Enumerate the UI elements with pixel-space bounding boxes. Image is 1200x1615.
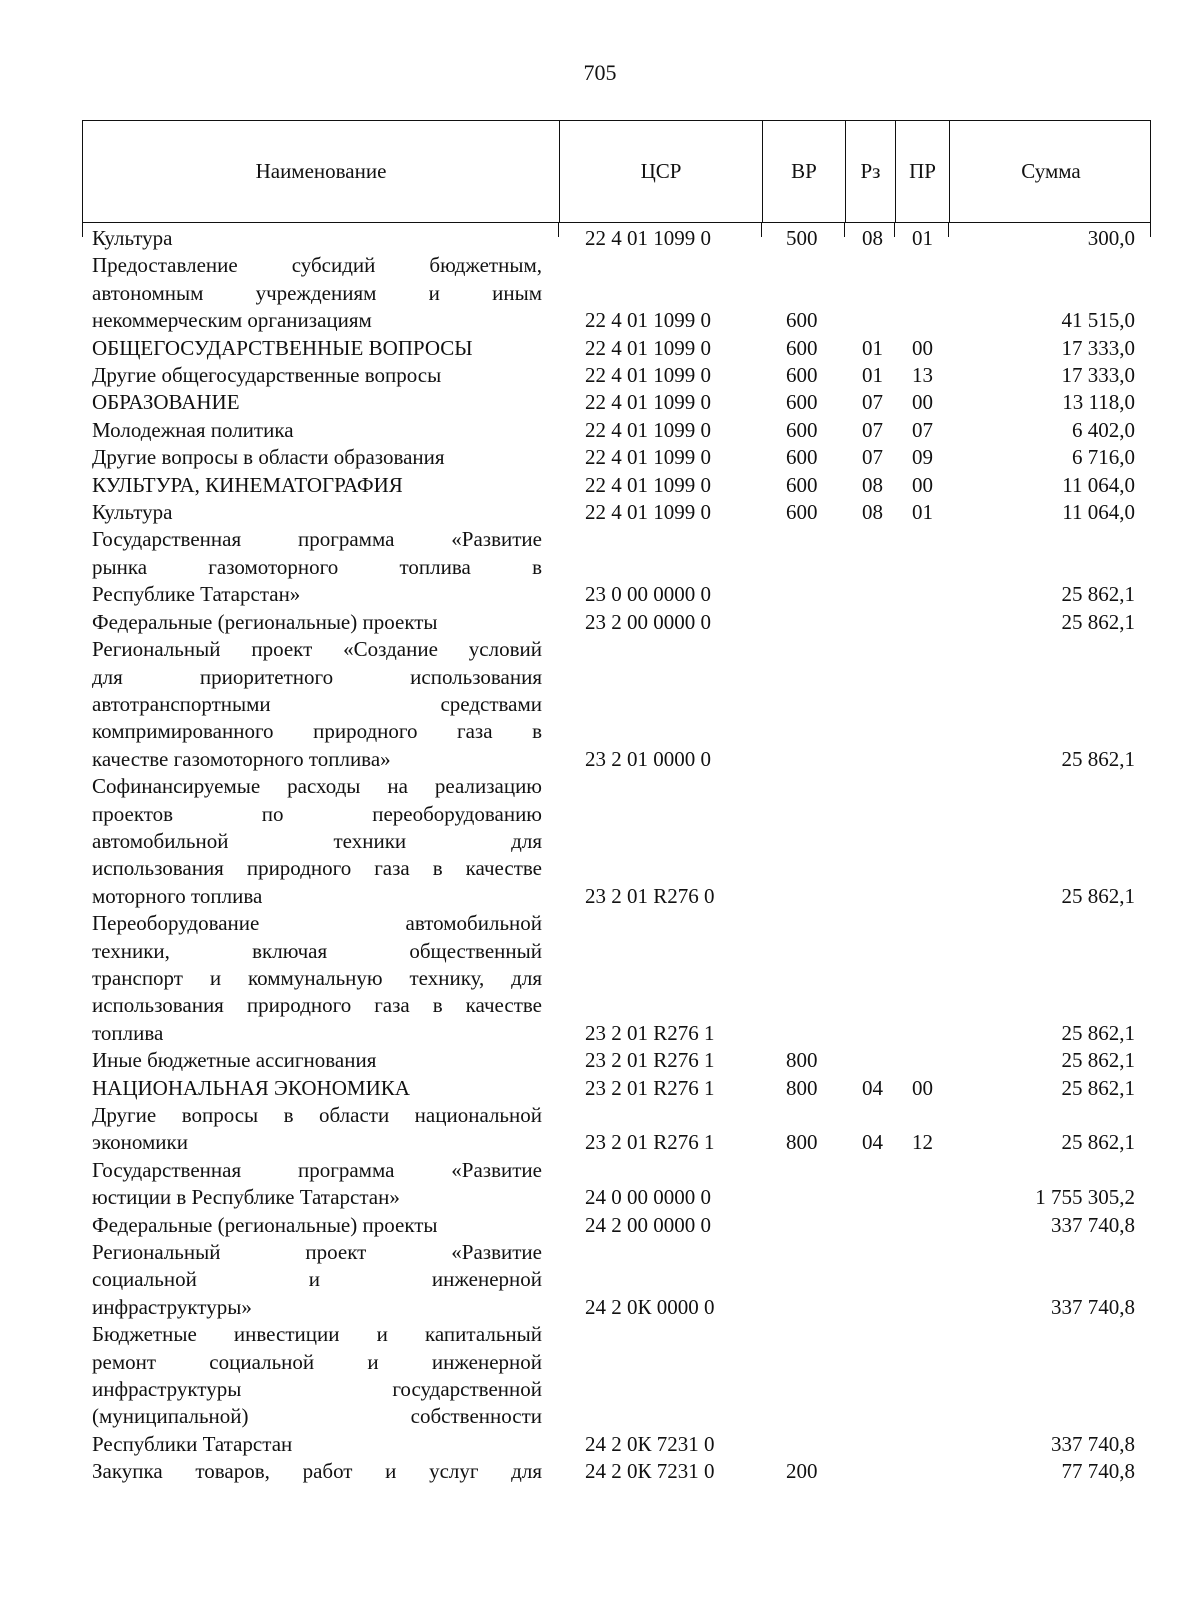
row-name-line: Закупка товаров, работ и услуг для	[92, 1459, 542, 1484]
row-name-line: рынка газомоторного топлива в	[92, 554, 542, 579]
table-row	[0, 225, 1200, 252]
table-row	[0, 389, 1200, 416]
row-name	[92, 1157, 542, 1212]
row-name-line: техники, включая общественный	[92, 938, 542, 963]
row-name-line: качестве газомоторного топлива»	[92, 746, 391, 771]
table-row	[0, 1239, 1200, 1321]
table-row	[0, 499, 1200, 526]
row-name	[92, 335, 542, 362]
row-name-line: Федеральные (региональные) проекты	[92, 609, 438, 634]
table-row	[0, 1157, 1200, 1212]
row-vr: 600	[786, 335, 818, 360]
row-rz: 08	[862, 500, 883, 525]
row-sum: 300,0	[1087, 226, 1135, 250]
row-name-line: юстиции в Республике Татарстан»	[92, 1185, 400, 1210]
row-vr: 500	[786, 226, 818, 250]
row-name	[92, 1075, 542, 1102]
row-sum: 6 716,0	[1072, 445, 1135, 470]
row-csr: 23 0 00 0000 0	[585, 582, 711, 607]
row-pr: 00	[912, 1075, 933, 1100]
row-sum: 25 862,1	[1061, 883, 1135, 908]
row-name	[92, 362, 542, 389]
row-vr: 600	[786, 500, 818, 525]
row-vr: 600	[786, 308, 818, 333]
row-sum: 17 333,0	[1061, 363, 1135, 388]
row-vr: 600	[786, 472, 818, 497]
header-name: Наименование	[255, 159, 387, 183]
row-csr: 22 4 01 1099 0	[585, 226, 711, 250]
row-name	[92, 225, 542, 252]
row-csr: 24 2 0К 0000 0	[585, 1294, 715, 1319]
row-vr: 600	[786, 390, 818, 415]
row-name-line: моторного топлива	[92, 883, 263, 908]
table-row	[0, 1212, 1200, 1239]
row-name-line: Молодежная политика	[92, 417, 294, 442]
table-row	[0, 1321, 1200, 1458]
row-csr: 23 2 01 R276 1	[585, 1075, 715, 1100]
row-csr: 23 2 01 R276 1	[585, 1020, 715, 1045]
row-pr: 00	[912, 472, 933, 497]
row-name-line: использования природного газа в качестве	[92, 993, 542, 1018]
table-row	[0, 1047, 1200, 1074]
row-name-line: ремонт социальной и инженерной	[92, 1349, 542, 1374]
row-csr: 22 4 01 1099 0	[585, 472, 711, 497]
row-pr: 13	[912, 363, 933, 388]
row-csr: 22 4 01 1099 0	[585, 335, 711, 360]
header-rz: Рз	[845, 121, 895, 222]
table-row	[0, 910, 1200, 1047]
row-name-line: КУЛЬТУРА, КИНЕМАТОГРАФИЯ	[92, 472, 403, 497]
row-name	[92, 1047, 542, 1074]
row-name	[92, 1239, 542, 1321]
row-pr: 01	[912, 226, 933, 250]
row-sum: 337 740,8	[1051, 1431, 1135, 1456]
row-name-line: Федеральные (региональные) проекты	[92, 1212, 438, 1237]
row-name-line: Региональный проект «Создание условий	[92, 637, 542, 662]
table-row	[0, 773, 1200, 910]
row-csr: 22 4 01 1099 0	[585, 308, 711, 333]
row-sum: 11 064,0	[1062, 500, 1135, 525]
row-sum: 25 862,1	[1061, 746, 1135, 771]
row-name-line: автотранспортными средствами	[92, 691, 542, 716]
row-name-line: транспорт и коммунальную технику, для	[92, 965, 542, 990]
row-sum: 25 862,1	[1061, 1020, 1135, 1045]
row-name-line: Культура	[92, 226, 173, 250]
page-number: 705	[583, 60, 617, 85]
table-row	[0, 252, 1200, 334]
row-pr: 09	[912, 445, 933, 470]
row-name-line: Региональный проект «Развитие	[92, 1240, 542, 1265]
table-row	[0, 362, 1200, 389]
row-name	[92, 773, 542, 910]
table-row	[0, 1075, 1200, 1102]
row-name-line: инфраструктуры государственной	[92, 1377, 542, 1402]
row-csr: 23 2 01 0000 0	[585, 746, 711, 771]
row-vr: 800	[786, 1048, 818, 1073]
row-rz: 07	[862, 445, 883, 470]
header-vr: ВР	[762, 121, 845, 222]
row-name	[92, 472, 542, 499]
row-pr: 07	[912, 417, 933, 442]
row-name-line: Предоставление субсидий бюджетным,	[92, 253, 542, 278]
row-rz: 04	[862, 1075, 883, 1100]
row-csr: 24 2 0К 7231 0	[585, 1459, 715, 1484]
row-pr: 00	[912, 335, 933, 360]
row-csr: 22 4 01 1099 0	[585, 390, 711, 415]
row-name	[92, 499, 542, 526]
table-row	[0, 1102, 1200, 1157]
row-csr: 22 4 01 1099 0	[585, 417, 711, 442]
row-name-line: проектов по переоборудованию	[92, 801, 542, 826]
row-sum: 17 333,0	[1061, 335, 1135, 360]
row-csr: 22 4 01 1099 0	[585, 500, 711, 525]
row-name-line: инфраструктуры»	[92, 1294, 252, 1319]
row-name-line: Другие вопросы в области образования	[92, 445, 445, 470]
row-sum: 41 515,0	[1061, 308, 1135, 333]
row-name	[92, 526, 542, 608]
row-name-line: ОБЩЕГОСУДАРСТВЕННЫЕ ВОПРОСЫ	[92, 335, 473, 360]
row-rz: 01	[862, 363, 883, 388]
row-name-line: компримированного природного газа в	[92, 719, 542, 744]
row-pr: 00	[912, 390, 933, 415]
row-vr: 800	[786, 1075, 818, 1100]
row-csr: 23 2 01 R276 0	[585, 883, 715, 908]
row-name	[92, 444, 542, 471]
row-name	[92, 1458, 542, 1485]
row-name	[92, 1102, 542, 1157]
row-vr: 800	[786, 1130, 818, 1155]
row-name-line: социальной и инженерной	[92, 1267, 542, 1292]
row-sum: 337 740,8	[1051, 1212, 1135, 1237]
row-name-line: для приоритетного использования	[92, 664, 542, 689]
row-rz: 04	[862, 1130, 883, 1155]
row-name	[92, 1212, 542, 1239]
table-row	[0, 444, 1200, 471]
row-csr: 24 2 00 0000 0	[585, 1212, 711, 1237]
table-row	[0, 417, 1200, 444]
row-name-line: Софинансируемые расходы на реализацию	[92, 774, 542, 799]
row-csr: 24 0 00 0000 0	[585, 1185, 711, 1210]
table-row	[0, 526, 1200, 608]
row-csr: 24 2 0К 7231 0	[585, 1431, 715, 1456]
row-name-line: ОБРАЗОВАНИЕ	[92, 390, 240, 415]
row-name	[92, 910, 542, 1047]
header-csr: ЦСР	[559, 121, 762, 222]
table-row	[0, 472, 1200, 499]
row-sum: 11 064,0	[1062, 472, 1135, 497]
table-row	[0, 636, 1200, 773]
row-name-line: автомобильной техники для	[92, 828, 542, 853]
row-rz: 08	[862, 472, 883, 497]
row-rz: 08	[862, 226, 883, 250]
row-name-line: Государственная программа «Развитие	[92, 527, 542, 552]
row-sum: 25 862,1	[1061, 1048, 1135, 1073]
row-vr: 600	[786, 363, 818, 388]
row-name-line: экономики	[92, 1130, 188, 1155]
row-sum: 6 402,0	[1072, 417, 1135, 442]
row-name	[92, 636, 542, 773]
row-vr: 600	[786, 417, 818, 442]
row-name	[92, 1321, 542, 1458]
row-sum: 77 740,8	[1061, 1459, 1135, 1484]
row-name-line: топлива	[92, 1020, 164, 1045]
row-name-line: Республике Татарстан»	[92, 582, 301, 607]
row-sum: 25 862,1	[1061, 1075, 1135, 1100]
table-row	[0, 1458, 1200, 1485]
row-name	[92, 609, 542, 636]
row-name-line: (муниципальной) собственности	[92, 1404, 542, 1429]
row-rz: 01	[862, 335, 883, 360]
table-row	[0, 609, 1200, 636]
row-name-line: некоммерческим организациям	[92, 308, 372, 333]
row-name-line: использования природного газа в качестве	[92, 856, 542, 881]
row-name-line: НАЦИОНАЛЬНАЯ ЭКОНОМИКА	[92, 1075, 410, 1100]
row-name-line: Государственная программа «Развитие	[92, 1157, 542, 1182]
table-body	[0, 225, 1200, 1486]
table-row	[0, 335, 1200, 362]
row-pr: 12	[912, 1130, 933, 1155]
row-name-line: Переоборудование автомобильной	[92, 911, 542, 936]
row-name-line: Культура	[92, 500, 173, 525]
row-name	[92, 389, 542, 416]
row-sum: 13 118,0	[1062, 390, 1135, 415]
row-name-line: Иные бюджетные ассигнования	[92, 1048, 377, 1073]
row-rz: 07	[862, 390, 883, 415]
row-name-line: Бюджетные инвестиции и капитальный	[92, 1322, 542, 1347]
row-sum: 337 740,8	[1051, 1294, 1135, 1319]
row-pr: 01	[912, 500, 933, 525]
row-name-line: автономным учреждениям и иным	[92, 280, 542, 305]
row-csr: 22 4 01 1099 0	[585, 445, 711, 470]
row-name-line: Другие вопросы в области национальной	[92, 1103, 542, 1127]
row-rz: 07	[862, 417, 883, 442]
table-header	[82, 120, 1151, 223]
row-name	[92, 417, 542, 444]
row-sum: 25 862,1	[1061, 582, 1135, 607]
row-csr: 23 2 01 R276 1	[585, 1130, 715, 1155]
row-csr: 23 2 00 0000 0	[585, 609, 711, 634]
row-name-line: Другие общегосударственные вопросы	[92, 363, 442, 388]
row-sum: 1 755 305,2	[1035, 1185, 1135, 1210]
header-pr: ПР	[895, 121, 949, 222]
row-sum: 25 862,1	[1061, 1130, 1135, 1155]
row-vr: 200	[786, 1459, 818, 1484]
row-vr: 600	[786, 445, 818, 470]
row-name-line: Республики Татарстан	[92, 1431, 293, 1456]
row-sum: 25 862,1	[1061, 609, 1135, 634]
row-csr: 23 2 01 R276 1	[585, 1048, 715, 1073]
row-csr: 22 4 01 1099 0	[585, 363, 711, 388]
row-name	[92, 252, 542, 334]
header-sum: Сумма	[949, 121, 1152, 222]
